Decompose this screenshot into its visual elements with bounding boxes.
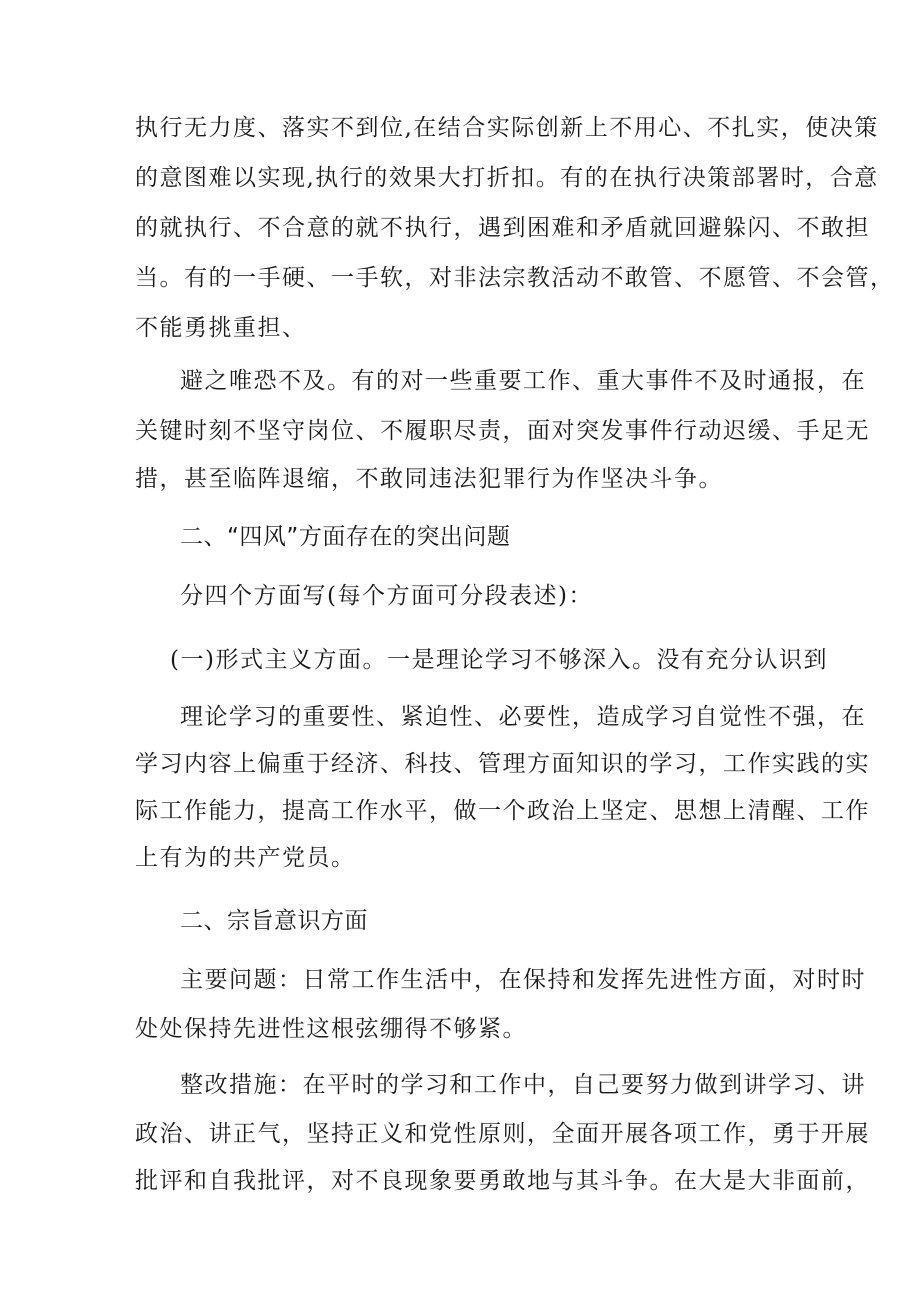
- para1-line-2: 的意图难以实现,执行的效果大打折扣。有的在执行决策部署时，合意: [135, 165, 879, 191]
- para6-line-2: 处处保持先进性这根弦绷得不够紧。: [135, 1016, 527, 1042]
- para5-line-3: 际工作能力，提高工作水平，做一个政治上坚定、思想上清醒、工作: [135, 798, 870, 824]
- para2-line-1: 避之唯恐不及。有的对一些重要工作、重大事件不及时通报，在: [180, 368, 866, 394]
- section-heading-four-winds: 二、“四风”方面存在的突出问题: [180, 524, 511, 550]
- para4-line-1: (一)形式主义方面。一是理论学习不够深入。没有充分认识到: [170, 647, 828, 673]
- para2-line-2: 关键时刻不坚守岗位、不履职尽责，面对突发事件行动迟缓、手足无: [135, 418, 870, 444]
- para5-line-1: 理论学习的重要性、紧迫性、必要性，造成学习自觉性不强，在: [180, 704, 866, 730]
- para7-line-3: 批评和自我批评，对不良现象要勇敢地与其斗争。在大是大非面前，: [135, 1168, 870, 1194]
- para5-line-2: 学习内容上偏重于经济、科技、管理方面知识的学习，工作实践的实: [135, 751, 870, 777]
- para7-line-1: 整改措施：在平时的学习和工作中，自己要努力做到讲学习、讲: [180, 1072, 866, 1098]
- para1-line-3: 的就执行、不合意的就不执行，遇到困难和矛盾就回避躲闪、不敢担: [135, 215, 870, 241]
- para1-line-1: 执行无力度、落实不到位,在结合实际创新上不用心、不扎实，使决策: [135, 115, 879, 141]
- para3-line-1: 分四个方面写(每个方面可分段表述)：: [180, 583, 593, 609]
- para5-line-4: 上有为的共产党员。: [135, 845, 356, 871]
- para2-line-3: 措，甚至临阵退缩，不敢同违法犯罪行为作坚决斗争。: [135, 466, 723, 492]
- para1-line-5: 不能勇挑重担、: [135, 315, 307, 341]
- section-heading-purpose: 二、宗旨意识方面: [180, 908, 368, 934]
- para7-line-2: 政治、讲正气，坚持正义和党性原则，全面开展各项工作，勇于开展: [135, 1121, 870, 1147]
- para1-line-4: 当。有的一手硬、一手软，对非法宗教活动不敢管、不愿管、不会管，: [135, 265, 895, 291]
- para6-line-1: 主要问题：日常工作生活中，在保持和发挥先进性方面，对时时: [180, 967, 866, 993]
